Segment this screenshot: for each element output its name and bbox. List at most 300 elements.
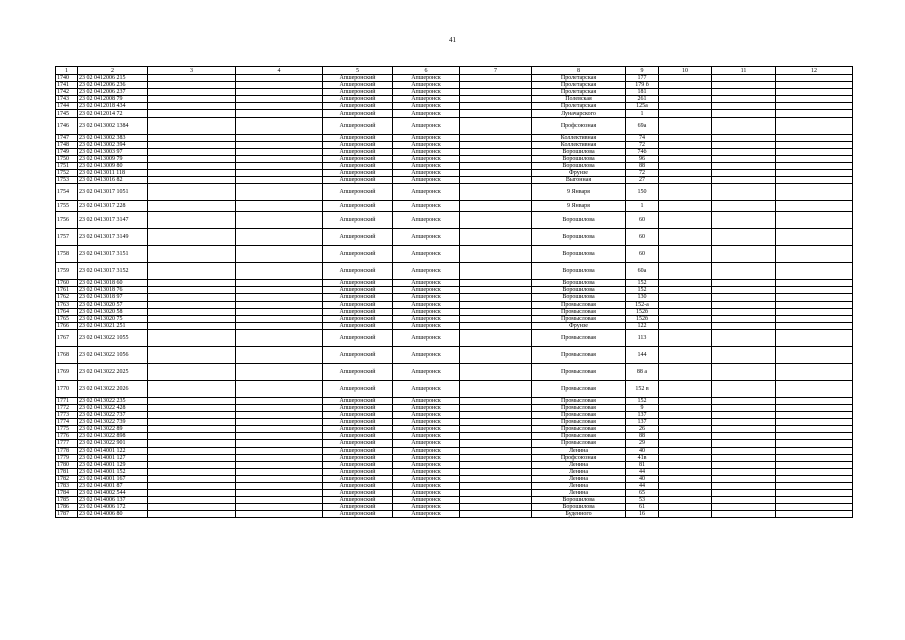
table-cell: 29	[626, 440, 659, 447]
table-cell: 23 02 0413009 79	[78, 155, 148, 162]
table-cell	[460, 504, 532, 511]
table-cell: Апшеронский	[323, 301, 393, 308]
table-cell	[460, 301, 532, 308]
table-cell: 152-а	[626, 301, 659, 308]
table-cell	[236, 397, 323, 404]
header-cell: 4	[236, 67, 323, 75]
table-cell: 23 02 0412006 237	[78, 89, 148, 96]
table-cell	[776, 322, 853, 329]
table-cell: 23 02 0413020 75	[78, 315, 148, 322]
table-row	[56, 155, 853, 162]
table-cell: Апшеронский	[323, 280, 393, 287]
table-cell: Апшеронский	[323, 110, 393, 117]
table-cell: 41в	[626, 454, 659, 461]
table-row	[56, 461, 853, 468]
table-cell: Промысловая	[532, 380, 626, 397]
table-cell: Апшеронск	[393, 148, 460, 155]
table-cell	[712, 346, 776, 363]
table-cell: Апшеронск	[393, 380, 460, 397]
table-cell: 9 Января	[532, 184, 626, 201]
table-cell: 44	[626, 468, 659, 475]
table-cell	[776, 141, 853, 148]
table-cell	[776, 294, 853, 301]
table-cell: 1784	[56, 490, 78, 497]
header-cell: 1	[56, 67, 78, 75]
table-cell	[236, 134, 323, 141]
table-cell	[460, 419, 532, 426]
table-cell: Апшеронск	[393, 468, 460, 475]
table-cell: Ворошилова	[532, 155, 626, 162]
table-row	[56, 280, 853, 287]
table-cell	[236, 280, 323, 287]
table-cell: 60а	[626, 263, 659, 280]
table-cell	[659, 497, 712, 504]
table-cell	[148, 155, 236, 162]
table-cell: 23 02 0413020 58	[78, 308, 148, 315]
table-cell	[659, 155, 712, 162]
table-cell	[712, 397, 776, 404]
header-cell: 9	[626, 67, 659, 75]
table-cell	[712, 440, 776, 447]
table-cell	[776, 404, 853, 411]
table-cell	[712, 426, 776, 433]
table-cell: Апшеронск	[393, 419, 460, 426]
table-row	[56, 440, 853, 447]
table-cell	[460, 294, 532, 301]
table-cell	[776, 177, 853, 184]
table-cell	[148, 426, 236, 433]
table-cell: 1761	[56, 287, 78, 294]
table-cell: 1757	[56, 229, 78, 246]
table-cell	[148, 490, 236, 497]
table-cell	[148, 110, 236, 117]
table-cell	[460, 184, 532, 201]
table-cell	[236, 426, 323, 433]
table-cell	[712, 134, 776, 141]
table-cell	[776, 497, 853, 504]
table-cell: Апшеронский	[323, 287, 393, 294]
table-cell	[148, 170, 236, 177]
table-row	[56, 89, 853, 96]
table-cell: 23 02 0412018 434	[78, 103, 148, 110]
table-cell: 152	[626, 397, 659, 404]
table-cell	[460, 177, 532, 184]
table-cell	[236, 380, 323, 397]
table-cell	[712, 117, 776, 134]
table-cell: 23 02 0412014 72	[78, 110, 148, 117]
table-cell	[776, 162, 853, 169]
table-cell: Пролетарская	[532, 89, 626, 96]
table-cell	[776, 454, 853, 461]
table-cell	[659, 315, 712, 322]
table-cell: Апшеронск	[393, 322, 460, 329]
table-cell: 177	[626, 75, 659, 82]
table-cell: Промысловая	[532, 301, 626, 308]
table-cell	[776, 433, 853, 440]
table-cell: Промысловая	[532, 412, 626, 419]
table-cell: 23 02 0413020 57	[78, 301, 148, 308]
table-cell	[236, 419, 323, 426]
table-cell	[776, 263, 853, 280]
table-cell: Апшеронский	[323, 212, 393, 229]
table-cell	[148, 475, 236, 482]
table-cell	[148, 322, 236, 329]
table-cell: Пролетарская	[532, 103, 626, 110]
table-cell: Апшеронский	[323, 294, 393, 301]
table-cell: Апшеронский	[323, 490, 393, 497]
table-cell	[776, 75, 853, 82]
table-cell: Апшеронск	[393, 184, 460, 201]
table-cell	[460, 412, 532, 419]
table-cell: Фрунзе	[532, 170, 626, 177]
table-cell: 23 02 0413022 89	[78, 426, 148, 433]
table-cell	[236, 454, 323, 461]
table-cell	[659, 177, 712, 184]
table-cell	[659, 96, 712, 103]
table-cell	[776, 301, 853, 308]
table-cell	[236, 440, 323, 447]
table-cell: 113	[626, 329, 659, 346]
table-cell: Апшеронск	[393, 141, 460, 148]
table-cell: Промысловая	[532, 426, 626, 433]
table-cell: 1758	[56, 246, 78, 263]
table-cell	[659, 117, 712, 134]
table-cell	[148, 294, 236, 301]
table-cell	[148, 511, 236, 518]
table-cell: 81	[626, 461, 659, 468]
table-cell	[460, 246, 532, 263]
table-cell: Апшеронск	[393, 96, 460, 103]
table-cell: Промысловая	[532, 329, 626, 346]
table-row	[56, 419, 853, 426]
table-cell	[659, 280, 712, 287]
table-cell	[460, 82, 532, 89]
table-cell	[148, 82, 236, 89]
table-cell: 23 02 0413022 1055	[78, 329, 148, 346]
table-cell: 122	[626, 322, 659, 329]
table-cell	[712, 263, 776, 280]
table-cell: Апшеронский	[323, 246, 393, 263]
table-cell: 88 а	[626, 363, 659, 380]
table-cell: 72	[626, 170, 659, 177]
table-cell	[712, 329, 776, 346]
table-cell	[776, 380, 853, 397]
table-cell: 23 02 0413017 3147	[78, 212, 148, 229]
table-cell	[712, 475, 776, 482]
table-cell: 40	[626, 447, 659, 454]
table-cell	[236, 177, 323, 184]
table-row	[56, 229, 853, 246]
table-cell	[460, 162, 532, 169]
table-cell	[148, 461, 236, 468]
table-cell	[148, 96, 236, 103]
table-cell: Промысловая	[532, 404, 626, 411]
table-cell	[659, 212, 712, 229]
table-cell	[712, 103, 776, 110]
table-cell: Апшеронский	[323, 433, 393, 440]
table-cell: Буденного	[532, 511, 626, 518]
table-cell: Апшеронский	[323, 511, 393, 518]
table-cell	[460, 461, 532, 468]
table-cell: Апшеронский	[323, 177, 393, 184]
table-cell	[776, 134, 853, 141]
table-row	[56, 287, 853, 294]
table-cell: 27	[626, 177, 659, 184]
table-cell: Апшеронск	[393, 177, 460, 184]
table-cell: 88	[626, 433, 659, 440]
table-row	[56, 426, 853, 433]
table-cell: Апшеронск	[393, 110, 460, 117]
table-cell	[236, 308, 323, 315]
table-cell	[659, 397, 712, 404]
table-cell: 1766	[56, 322, 78, 329]
table-cell: 1777	[56, 440, 78, 447]
table-cell	[236, 468, 323, 475]
table-cell: 1786	[56, 504, 78, 511]
table-cell: 23 02 0413022 1056	[78, 346, 148, 363]
table-cell: 144	[626, 346, 659, 363]
table-cell: 1742	[56, 89, 78, 96]
table-cell: 1751	[56, 162, 78, 169]
table-cell	[712, 294, 776, 301]
table-row	[56, 82, 853, 89]
table-cell: 1771	[56, 397, 78, 404]
table-cell	[460, 201, 532, 212]
table-cell: 23 02 0413017 228	[78, 201, 148, 212]
table-cell	[236, 447, 323, 454]
table-row	[56, 162, 853, 169]
table-cell	[712, 155, 776, 162]
table-cell	[460, 134, 532, 141]
table-cell	[148, 148, 236, 155]
table-cell: Ворошилова	[532, 263, 626, 280]
table-cell: Апшеронск	[393, 454, 460, 461]
table-cell: 152б	[626, 308, 659, 315]
table-cell: Апшеронский	[323, 170, 393, 177]
table-cell: 1	[626, 201, 659, 212]
header-cell: 3	[148, 67, 236, 75]
table-cell	[659, 322, 712, 329]
table-cell	[776, 308, 853, 315]
table-cell	[148, 212, 236, 229]
table-cell	[776, 184, 853, 201]
table-cell	[712, 433, 776, 440]
table-cell	[460, 346, 532, 363]
table-cell: 23 02 0414001 122	[78, 447, 148, 454]
table-cell: 1770	[56, 380, 78, 397]
table-cell	[659, 329, 712, 346]
table-cell	[712, 419, 776, 426]
table-row	[56, 177, 853, 184]
table-cell	[460, 440, 532, 447]
table-cell: Ворошилова	[532, 280, 626, 287]
table-cell	[659, 404, 712, 411]
table-cell	[236, 155, 323, 162]
table-cell: 23 02 0413002 383	[78, 134, 148, 141]
table-cell: Апшеронский	[323, 89, 393, 96]
table-cell: 1778	[56, 447, 78, 454]
table-cell: Ворошилова	[532, 148, 626, 155]
table-cell	[776, 96, 853, 103]
table-cell: 23 02 0413022 737	[78, 412, 148, 419]
table-cell	[659, 263, 712, 280]
table-cell: Апшеронск	[393, 263, 460, 280]
table-cell: Ворошилова	[532, 497, 626, 504]
table-row	[56, 134, 853, 141]
table-row	[56, 246, 853, 263]
table-cell: 1780	[56, 461, 78, 468]
table-cell: Апшеронск	[393, 287, 460, 294]
table-cell	[236, 212, 323, 229]
table-cell: Апшеронск	[393, 504, 460, 511]
table-cell: 130	[626, 294, 659, 301]
table-cell	[148, 412, 236, 419]
table-row	[56, 468, 853, 475]
table-cell	[236, 117, 323, 134]
table-cell	[712, 229, 776, 246]
table-cell	[460, 103, 532, 110]
table-cell: 125а	[626, 103, 659, 110]
table-cell	[236, 103, 323, 110]
table-cell: 23 02 0412006 215	[78, 75, 148, 82]
table-row	[56, 170, 853, 177]
table-cell	[712, 287, 776, 294]
table-cell	[712, 315, 776, 322]
table-cell: Апшеронский	[323, 440, 393, 447]
table-cell	[460, 511, 532, 518]
table-cell	[659, 103, 712, 110]
table-cell: 137	[626, 419, 659, 426]
table-cell: Промысловая	[532, 397, 626, 404]
table-cell: Ворошилова	[532, 162, 626, 169]
table-cell: 1741	[56, 82, 78, 89]
table-cell: 23 02 0413018 97	[78, 294, 148, 301]
table-cell	[460, 497, 532, 504]
table-cell	[148, 89, 236, 96]
table-cell	[776, 287, 853, 294]
table-cell	[148, 103, 236, 110]
table-cell	[236, 294, 323, 301]
table-cell	[236, 201, 323, 212]
table-cell	[460, 96, 532, 103]
table-cell	[460, 229, 532, 246]
table-cell	[659, 419, 712, 426]
table-cell	[659, 380, 712, 397]
table-cell: 23 02 0413022 2025	[78, 363, 148, 380]
header-cell: 6	[393, 67, 460, 75]
table-row	[56, 380, 853, 397]
table-cell: Ворошилова	[532, 504, 626, 511]
table-cell: 1764	[56, 308, 78, 315]
table-cell: 1776	[56, 433, 78, 440]
table-cell	[659, 229, 712, 246]
table-cell	[659, 134, 712, 141]
table-cell: 23 02 0412008 79	[78, 96, 148, 103]
table-cell	[712, 280, 776, 287]
table-cell	[460, 170, 532, 177]
table-cell: Апшеронск	[393, 308, 460, 315]
table-cell: Апшеронск	[393, 483, 460, 490]
table-cell: 53	[626, 497, 659, 504]
table-cell: Апшеронск	[393, 246, 460, 263]
table-cell: 40	[626, 475, 659, 482]
table-cell: 23 02 0414001 167	[78, 475, 148, 482]
table-cell	[236, 412, 323, 419]
table-row	[56, 96, 853, 103]
table-cell: 23 02 0413022 235	[78, 397, 148, 404]
table-cell	[712, 490, 776, 497]
table-cell	[460, 447, 532, 454]
table-cell: 1743	[56, 96, 78, 103]
table-row	[56, 475, 853, 482]
table-cell: 23 02 0414006 80	[78, 511, 148, 518]
table-cell	[659, 511, 712, 518]
table-cell	[712, 148, 776, 155]
table-cell: 1765	[56, 315, 78, 322]
table-cell	[236, 475, 323, 482]
table-cell	[776, 511, 853, 518]
table-cell: Ворошилова	[532, 287, 626, 294]
table-cell: Коллективная	[532, 134, 626, 141]
table-cell	[712, 468, 776, 475]
table-cell	[148, 287, 236, 294]
table-cell	[236, 287, 323, 294]
table-cell: Апшеронск	[393, 433, 460, 440]
table-cell: 150	[626, 184, 659, 201]
table-cell: Промысловая	[532, 419, 626, 426]
table-cell	[460, 110, 532, 117]
table-cell	[148, 177, 236, 184]
table-cell	[712, 96, 776, 103]
table-cell	[712, 412, 776, 419]
table-cell: 1756	[56, 212, 78, 229]
table-cell: Апшеронский	[323, 461, 393, 468]
table-cell	[776, 468, 853, 475]
header-cell: 11	[712, 67, 776, 75]
table-row	[56, 75, 853, 82]
table-cell	[712, 212, 776, 229]
table-cell: Апшеронск	[393, 212, 460, 229]
table-cell	[148, 75, 236, 82]
table-cell: 23 02 0413009 80	[78, 162, 148, 169]
table-cell: 65	[626, 490, 659, 497]
table-cell	[236, 433, 323, 440]
table-row	[56, 110, 853, 117]
table-cell	[659, 75, 712, 82]
table-cell: Апшеронский	[323, 497, 393, 504]
table-cell	[148, 263, 236, 280]
table-cell: Апшеронский	[323, 134, 393, 141]
table-cell	[460, 363, 532, 380]
table-cell	[236, 346, 323, 363]
registry-table	[55, 66, 853, 518]
table-cell: Апшеронск	[393, 447, 460, 454]
table-cell: 1773	[56, 412, 78, 419]
table-cell: Профсоюзная	[532, 454, 626, 461]
table-cell: Апшеронск	[393, 170, 460, 177]
table-cell	[148, 397, 236, 404]
table-cell: 1785	[56, 497, 78, 504]
table-cell	[148, 483, 236, 490]
table-cell: 1772	[56, 404, 78, 411]
table-cell	[712, 380, 776, 397]
table-cell	[659, 490, 712, 497]
table-cell	[148, 346, 236, 363]
table-cell: Апшеронск	[393, 201, 460, 212]
table-cell	[776, 201, 853, 212]
table-cell	[236, 329, 323, 346]
table-cell	[460, 475, 532, 482]
